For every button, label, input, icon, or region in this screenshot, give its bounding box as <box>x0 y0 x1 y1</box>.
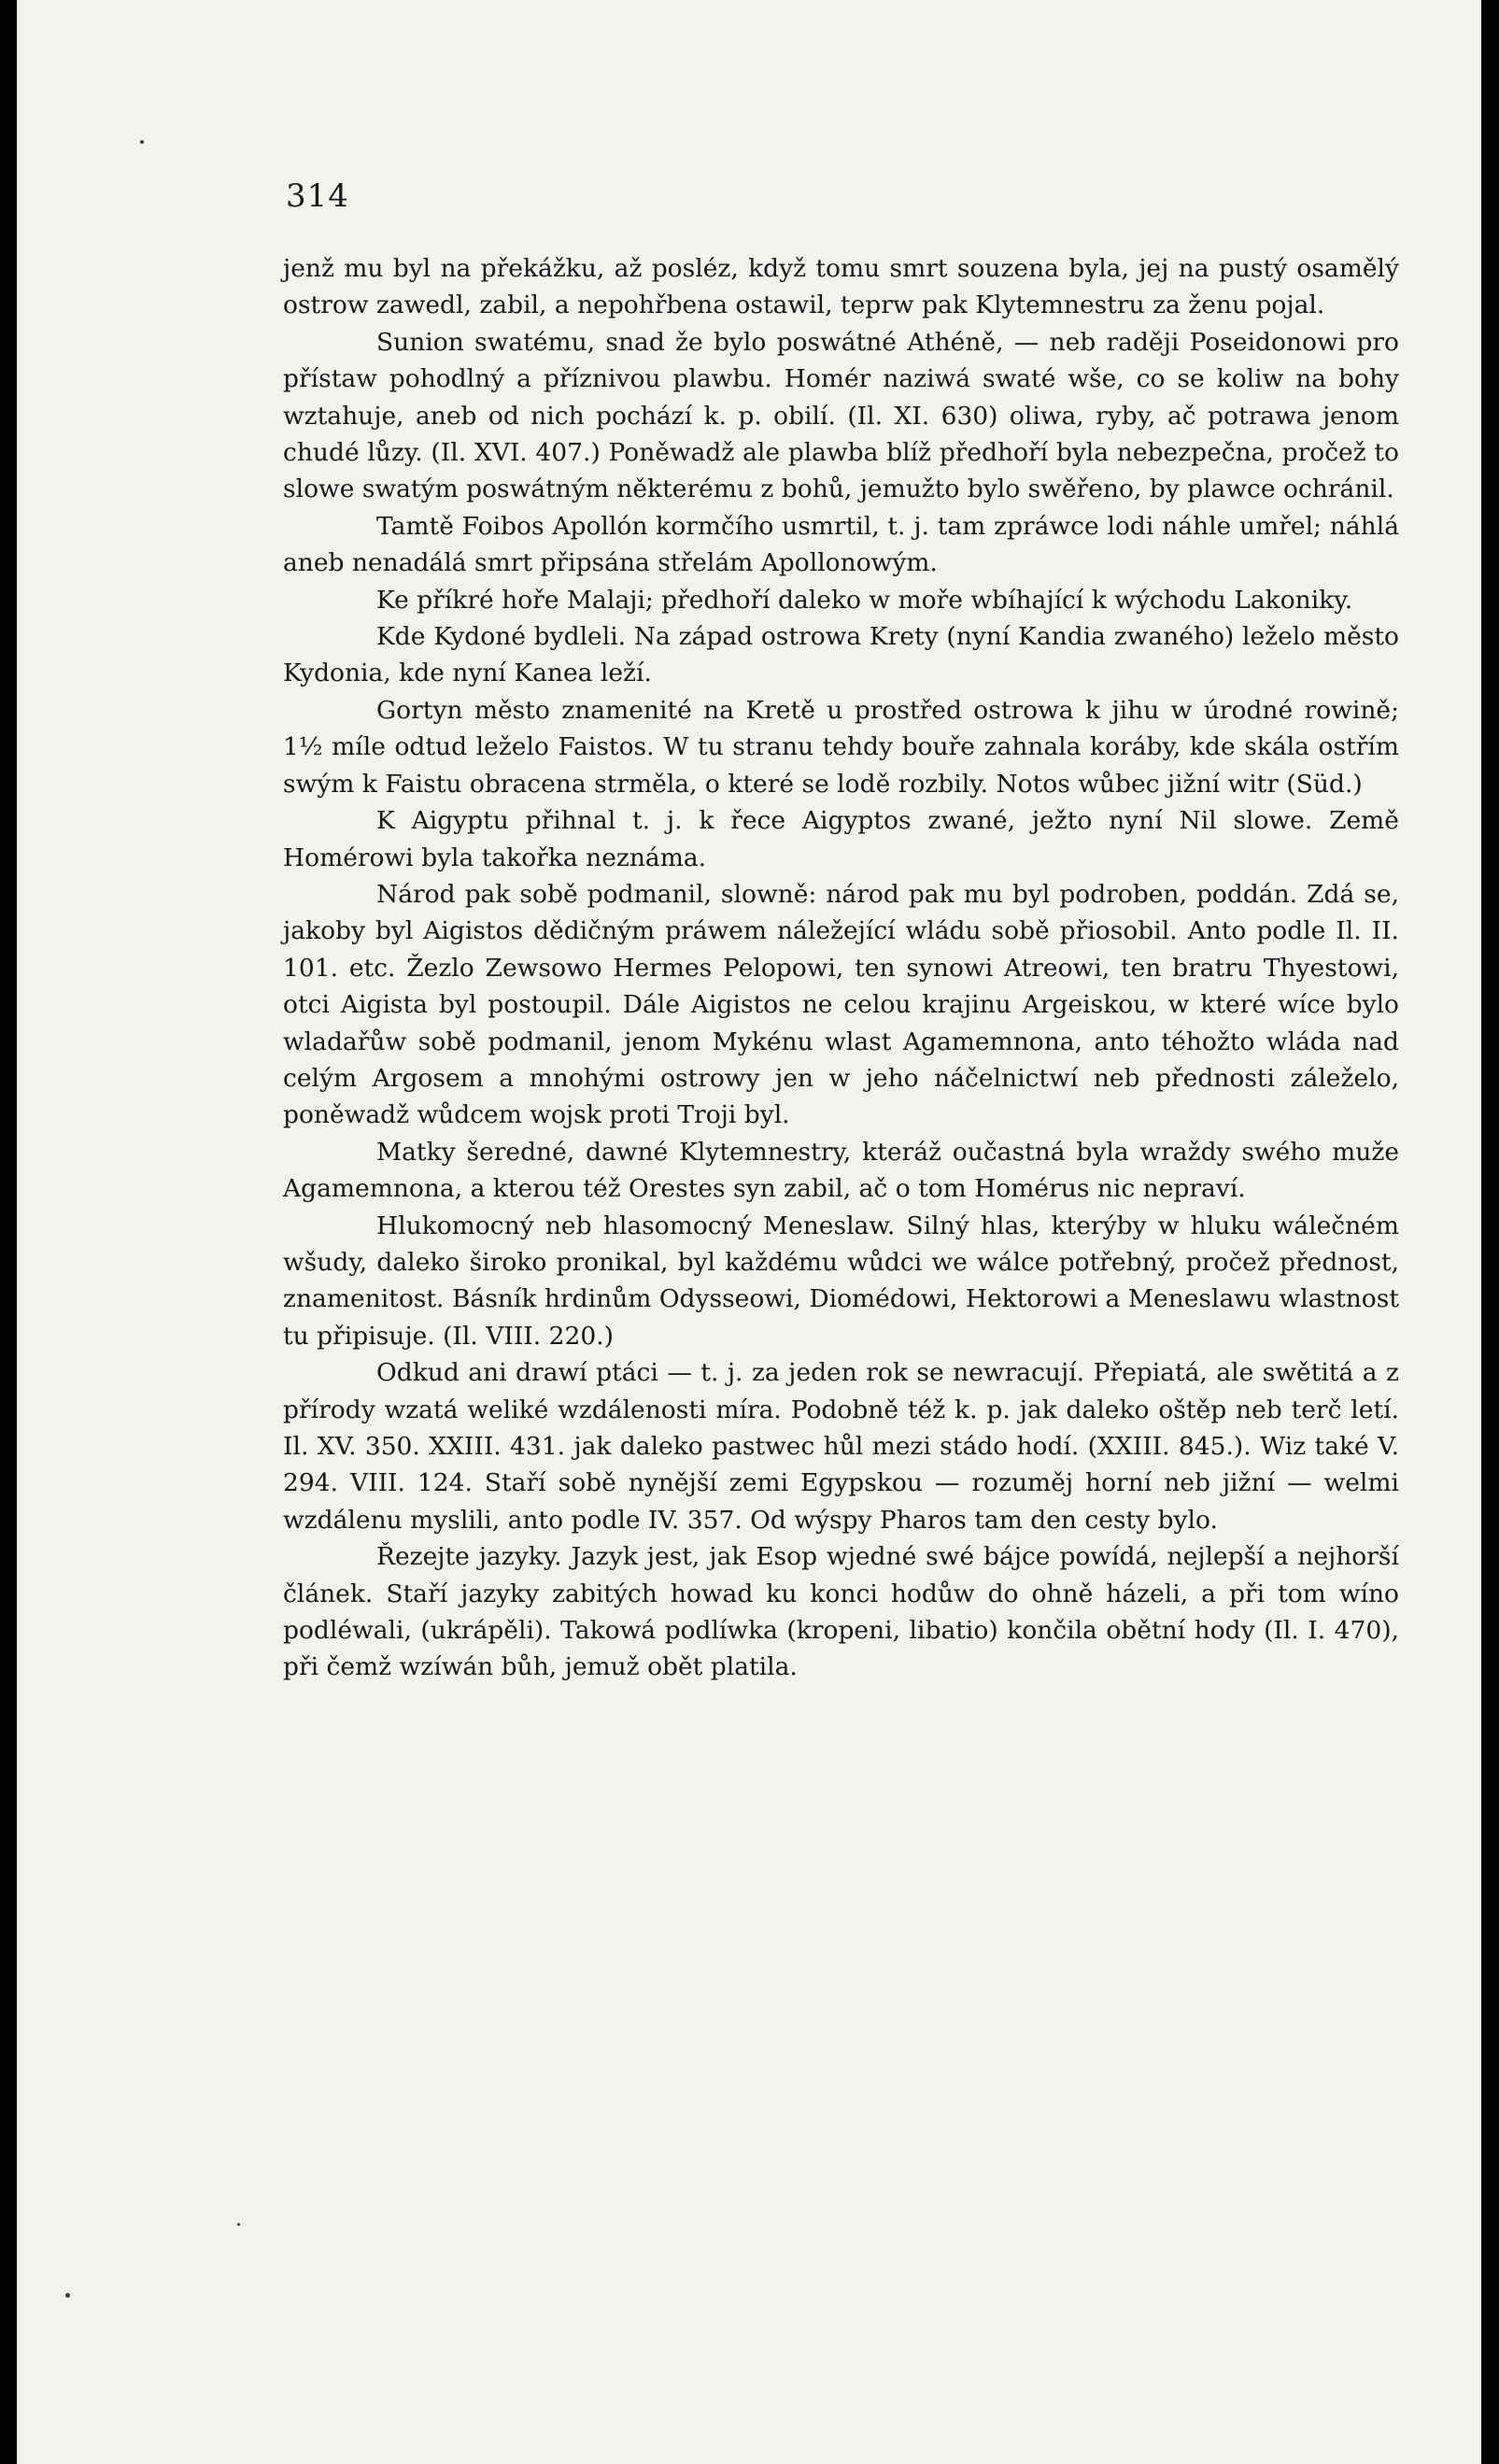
paragraph-10: Hlukomocný neb hlasomocný Meneslaw. Silný hlas, kterýby w hluku wálečném wšudy, daleko široko pronikal, byl každému wůdci we wálce potřebný, pročež přednost, znamenitost. Básník hrdinům Odysseowi, Diomédowi, Hektorowi a Meneslawu wlastnost tu připisuje. (Il. VIII. 220.) <box>283 1211 1399 1351</box>
paragraph-3: Tamtě Foibos Apollón kormčího usmrtil, t. j. tam zpráwce lodi náhle umřel; náhlá aneb nenadálá smrt připsána střelám Apollonowým. <box>283 511 1399 578</box>
body-text <box>283 250 1399 1686</box>
paragraph-5: Kde Kydoné bydleli. Na západ ostrowa Krety (nyní Kandia zwaného) leželo město Kydonia, kde nyní Kanea leží. <box>283 622 1399 688</box>
scan-speck <box>140 140 144 144</box>
paragraph-12: Řezejte jazyky. Jazyk jest, jak Esop wjedné swé bájce powídá, nejlepší a nejhorší článek. Staří jazyky zabitých howad ku konci hodůw do ohně házeli, a při tom wíno podléwali, (ukrápěli). Takowá podlíwka (kropeni, libatio) končila obětní hody (Il. I. 470), při čemž wzíwán bůh, jemuž obět platila. <box>283 1542 1399 1682</box>
paragraph-1: jenž mu byl na překážku, až posléz, když tomu smrt souzena byla, jej na pustý osamělý ostrow zawedl, zabil, a nepohřbena ostawil, teprw pak Klytemnestru za ženu pojal. <box>283 254 1399 320</box>
paragraph-7: K Aigyptu přihnal t. j. k řece Aigyptos zwané, ježto nyní Nil slowe. Země Homérowi byla takořka neznáma. <box>283 806 1399 872</box>
paragraph-4: Ke příkré hoře Malaji; předhoří daleko w moře wbíhající k wýchodu Lakoniky. <box>376 585 1353 615</box>
paragraph-6: Gortyn město znamenité na Kretě u prostřed ostrowa k jihu w úrodné rowině; 1½ míle odtud leželo Faistos. W tu stranu tehdy bouře zahnala koráby, kde skála ostřím swým k Faistu obracena strměla, o které se lodě rozbily. Notos wůbec jižní witr (Süd.) <box>283 695 1399 799</box>
paragraph-8: Národ pak sobě podmanil, slowně: národ pak mu byl podroben, poddán. Zdá se, jakoby byl Aigistos dědičným práwem náležející wládu sobě přiosobil. Anto podle Il. II. 101. etc. Žezlo Zewsowo Hermes Pelopowi, ten synowi Atreowi, ten bratru Thyestowi, otci Aigista byl postoupil. Dále Aigistos ne celou krajinu Argeiskou, w které wíce bylo wladařůw sobě podmanil, jenom Mykénu wlast Agamemnona, anto téhožto wláda nad celým Argosem a mnohými ostrowy jen w jeho náčelnictwí neb přednosti záleželo, poněwadž wůdcem wojsk proti Troji byl. <box>283 879 1399 1130</box>
paragraph-9: Matky šeredné, dawné Klytemnestry, kteráž oučastná byla wraždy swého muže Agamemnona, a kterou též Orestes syn zabil, ač o tom Homérus nic nepraví. <box>283 1137 1399 1204</box>
page-number: 314 <box>286 177 349 215</box>
paragraph-11: Odkud ani drawí ptáci — t. j. za jeden rok se newracují. Přepiatá, ale swětitá a z přírody wzatá weliké wzdálenosti míra. Podobně též k. p. jak daleko oštěp neb terč letí. Il. XV. 350. XXIII. 431. jak daleko pastwec hůl mezi stádo hodí. (XXIII. 845.). Wiz také V. 294. VIII. 124. Staří sobě nynější zemi Egypskou — rozuměj horní neb jižní — welmi wzdálenu myslili, anto podle IV. 357. Od wýspy Pharos tam den cesty bylo. <box>283 1358 1399 1535</box>
book-page <box>17 0 1481 2464</box>
scan-speck <box>65 2293 70 2298</box>
paragraph-2: Sunion swatému, snad že bylo poswátné Athéně, — neb raději Poseidonowi pro přístaw pohodlný a příznivou plawbu. Homér naziwá swaté wše, co se koliw na bohy wztahuje, aneb od nich pochází k. p. obilí. (Il. XI. 630) oliwa, ryby, ač potrawa jenom chudé lůzy. (Il. XVI. 407.) Poněwadž ale plawba blíž předhoří byla nebezpečna, pročež to slowe swatým poswátným některému z bohů, jemužto bylo swěřeno, by plawce ochránil. <box>283 327 1399 504</box>
scan-speck <box>237 2223 240 2226</box>
